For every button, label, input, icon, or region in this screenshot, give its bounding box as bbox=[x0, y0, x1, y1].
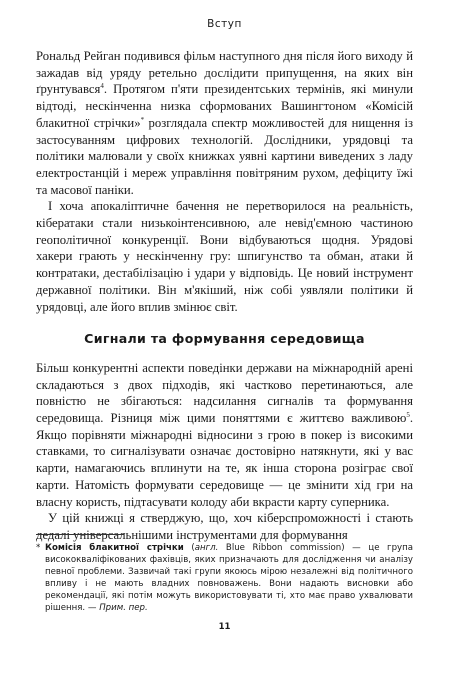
footnote-rule bbox=[36, 534, 124, 535]
paragraph-1: Рональд Рейган подивився фільм наступного дня після його виходу й зажадав від уряду ретельно дослідити припущення, на яких він ґрунтувався$^4$. Протягом п'яти президентських термінів, які минули відтоді, нескінченна низка сформованих Вашингтоном «Комісій блакитної стрічки»* розглядала спектр можливостей для нищення із застосуванням цифрових технологій. Дослідники, урядовці та політики малювали у своїх книжках уявні картини виведених з ладу електростанцій і мереж управління повітряним рухом, дефіциту їжі та масової паніки. bbox=[36, 49, 414, 197]
page-number: 11 bbox=[218, 622, 231, 632]
footnote-ref-4: 4 bbox=[100, 82, 104, 91]
body-text bbox=[36, 48, 413, 544]
footnote bbox=[36, 542, 413, 614]
paragraph-3: Більш конкурентні аспекти поведінки держави на міжнародній арені складаються з двох підходів, які частково перетинаються, але повністю не збігаються: надсилання сигналів та формування середовища. Різниця між цими поняттями є життєво важливою$^5$. Якщо порівняти міжнародні відносини з грою в покер із високими ставками, то сигналізувати означає достовірно натякнути, які у вас карти, намагаючись вплинути на те, як інша сторона розіграє свої карти. Натомість формувати середовище — це змінити хід гри на власну користь, підтасувати колоду аби вкрасти карту суперника. bbox=[36, 360, 413, 509]
paragraph-2: І хоча апокаліптичне бачення не перетворилося на реальність, кібератаки стали низькоінтенсивною, але невід'ємною частиною геополітичної конкуренції. Вони відбуваються щодня. Урядові хакери грають у нескінченну гру: шпигунство та обман, атаки й контратаки, дестабілізацію і удари у відповідь. Це новий інструмент державної політики. Він м'якіший, ніж собі уявляли політики й урядовці, але його вплив змінює світ. bbox=[36, 199, 413, 314]
paragraph-4: У цій книжці я стверджую, що, хоч кіберспроможності і стають дедалі універсальнішими інструментами для формування bbox=[36, 511, 413, 542]
footnote-text: Комісія блакитної стрічки (англ. Blue Ribbon commission) — це група висококваліфікованих фахівців, яких призначають для дослідження чи аналізу певної проблеми. Зазвичай такі групи якоюсь мірою незалежні від політичного впливу і не мають владних повноважень. Вони надають висновки або рекомендації, які потім можуть використовувати ті, хто має право ухвалювати рішення. — Прим. пер. bbox=[45, 543, 413, 613]
running-header: Вступ bbox=[207, 18, 242, 30]
footnote-ref-star: * bbox=[140, 115, 145, 124]
section-heading: Сигнали та формування середовища bbox=[84, 331, 365, 347]
footnote-marker: * bbox=[36, 543, 41, 553]
footnote-ref-5: 5 bbox=[406, 410, 410, 419]
